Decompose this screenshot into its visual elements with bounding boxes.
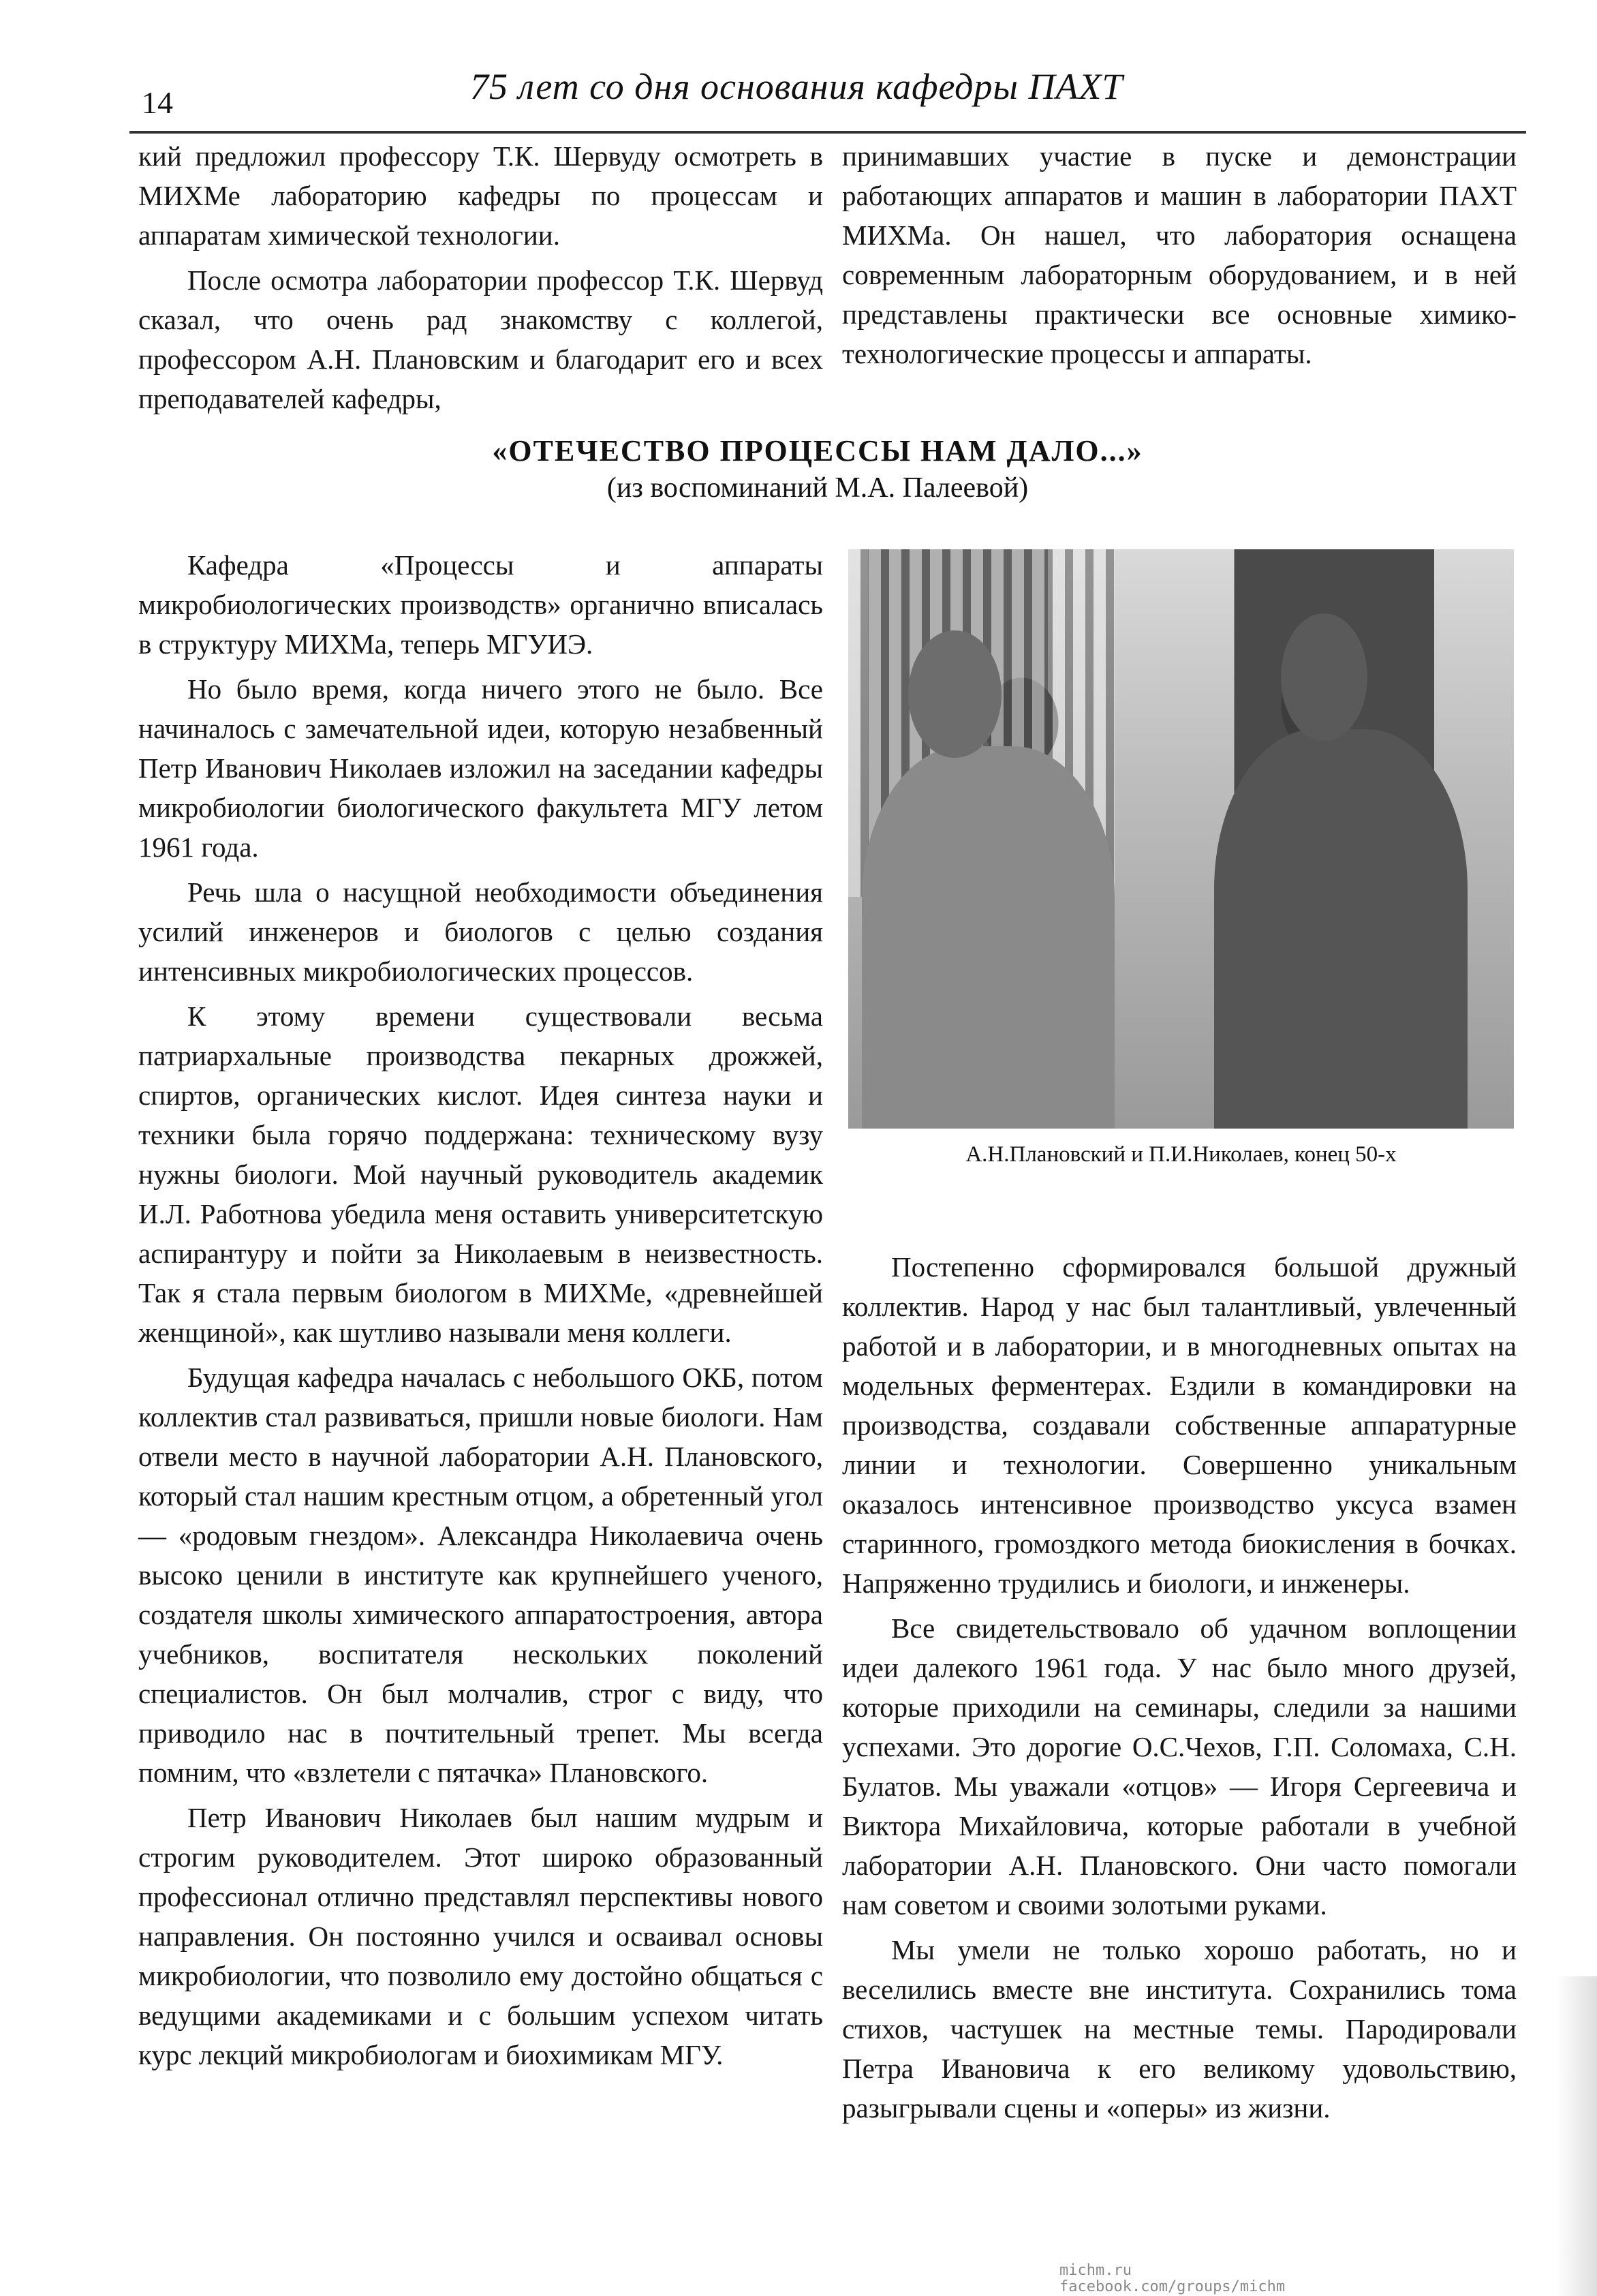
running-head: 75 лет со дня основания кафедры ПАХТ (470, 66, 1123, 107)
watermark-group: facebook.com/groups/michm (1059, 2278, 1286, 2295)
paragraph: Кафедра «Процессы и аппараты микробиологических производств» органично вписалась в структуру МИХМа, теперь МГУИЭ. (138, 549, 823, 660)
paragraph: После осмотра лаборатории профессор Т.К. Шервуд сказал, что очень рад знакомству с коллегой, профессором А.Н. Плановским и благодарит его и всех преподавателей кафедры, (138, 264, 823, 414)
paragraph: принимавших участие в пуске и демонстрации работающих аппаратов и машин в лаборатории ПАХТ МИХМа. Он нашел, что лаборатория оснащена современным лабораторным оборудованием, и в ней представлены практически все основные химико-технологические процессы и аппараты. (842, 140, 1517, 369)
photo-two-men (848, 549, 1514, 1129)
top-left-column (138, 136, 823, 418)
photo-figure-left (862, 746, 1115, 1129)
article-right-column (842, 1247, 1517, 2128)
paragraph: Будущая кафедра началась с небольшого ОКБ, потом коллектив стал развиваться, пришли новые биологи. Нам отвели место в научной лаборатории А.Н. Плановского, который стал нашим крестным отцом, а обретенный угол — «родовым гнездом». Александра Николаевича очень высоко ценили в институте как крупнейшего ученого, создателя школы химического аппаратостроения, автора учебников, воспитателя нескольких поколений специалистов. Он был молчалив, строг с виду, что приводило нас в почтительный трепет. Мы всегда помним, что «взлетели с пятачка» Плановского. (138, 1362, 823, 1788)
photo-head-right (1281, 613, 1367, 741)
article-left-column (138, 545, 823, 2075)
paragraph: К этому времени существовали весьма патриархальные производства пекарных дрожжей, спиртов, органических кислот. Идея синтеза науки и техники была горячо поддержана: техническому вузу нужны биологи. Мой научный руководитель академик И.Л. Работнова убедила меня оставить университетскую аспирантуру и пойти за Николаевым в неизвестность. Так я стала первым биологом в МИХМе, «древнейшей женщиной», как шутливо называли меня коллеги. (138, 1000, 823, 1348)
paragraph: Речь шла о насущной необходимости объединения усилий инженеров и биологов с целью создания интенсивных микробиологических процессов. (138, 876, 823, 987)
article-subtitle: (из воспоминаний М.А. Палеевой) (606, 472, 1029, 504)
header-rule (129, 131, 1526, 134)
paragraph: Петр Иванович Николаев был нашим мудрым и строгим руководителем. Этот широко образованный профессионал отлично представлял перспективы нового направления. Он постоянно учился и осваивал основы микробиологии, что позволило ему достойно общаться с ведущими академиками и с большим успехом читать курс лекций микробиологам и биохимикам МГУ. (138, 1802, 823, 2070)
paragraph: Постепенно сформировался большой дружный коллектив. Народ у нас был талантливый, увлеченный работой и в лаборатории, и в многодневных опытах на модельных ферментерах. Ездили в командировки на производства, создавали собственные аппаратурные линии и технологии. Совершенно уникальным оказалось интенсивное производство уксуса взамен старинного, громоздкого метода биокисления в бочках. Напряженно трудились и биологи, и инженеры. (842, 1251, 1517, 1599)
paragraph: кий предложил профессору Т.К. Шервуду осмотреть в МИХМе лабораторию кафедры по процессам и аппаратам химической технологии. (138, 140, 823, 251)
scan-edge-shadow (1556, 1976, 1597, 2296)
top-right-column (842, 136, 1517, 373)
paragraph: Мы умели не только хорошо работать, но и веселились вместе вне института. Сохранились тома стихов, частушек на местные темы. Пародировали Петра Ивановича к его великому удовольствию, разыгрывали сцены и «оперы» из жизни. (842, 1934, 1517, 2124)
watermark-site: michm.ru (1059, 2262, 1132, 2279)
paragraph: Но было время, когда ничего этого не было. Все начиналось с замечательной идеи, которую незабвенный Петр Иванович Николаев изложил на заседании кафедры микробиологии биологического факультета МГУ летом 1961 года. (138, 673, 823, 863)
page-number: 14 (142, 85, 173, 120)
paragraph: Все свидетельствовало об удачном воплощении идеи далекого 1961 года. У нас было много друзей, которые приходили на семинары, следили за нашими успехами. Это дорогие О.С.Чехов, Г.П. Соломаха, С.Н. Булатов. Мы уважали «отцов» — Игоря Сергеевича и Виктора Михайловича, которые работали в учебной лаборатории А.Н. Плановского. Они часто помогали нам советом и своими золотыми руками. (842, 1612, 1517, 1920)
watermark (1059, 2263, 1285, 2295)
article-title: «ОТЕЧЕСТВО ПРОЦЕССЫ НАМ ДАЛО...» (492, 434, 1143, 468)
photo-figure-right (1214, 729, 1467, 1129)
photo-head-left (908, 630, 1002, 758)
photo-caption: А.Н.Плановский и П.И.Николаев, конец 50-х (965, 1142, 1397, 1167)
